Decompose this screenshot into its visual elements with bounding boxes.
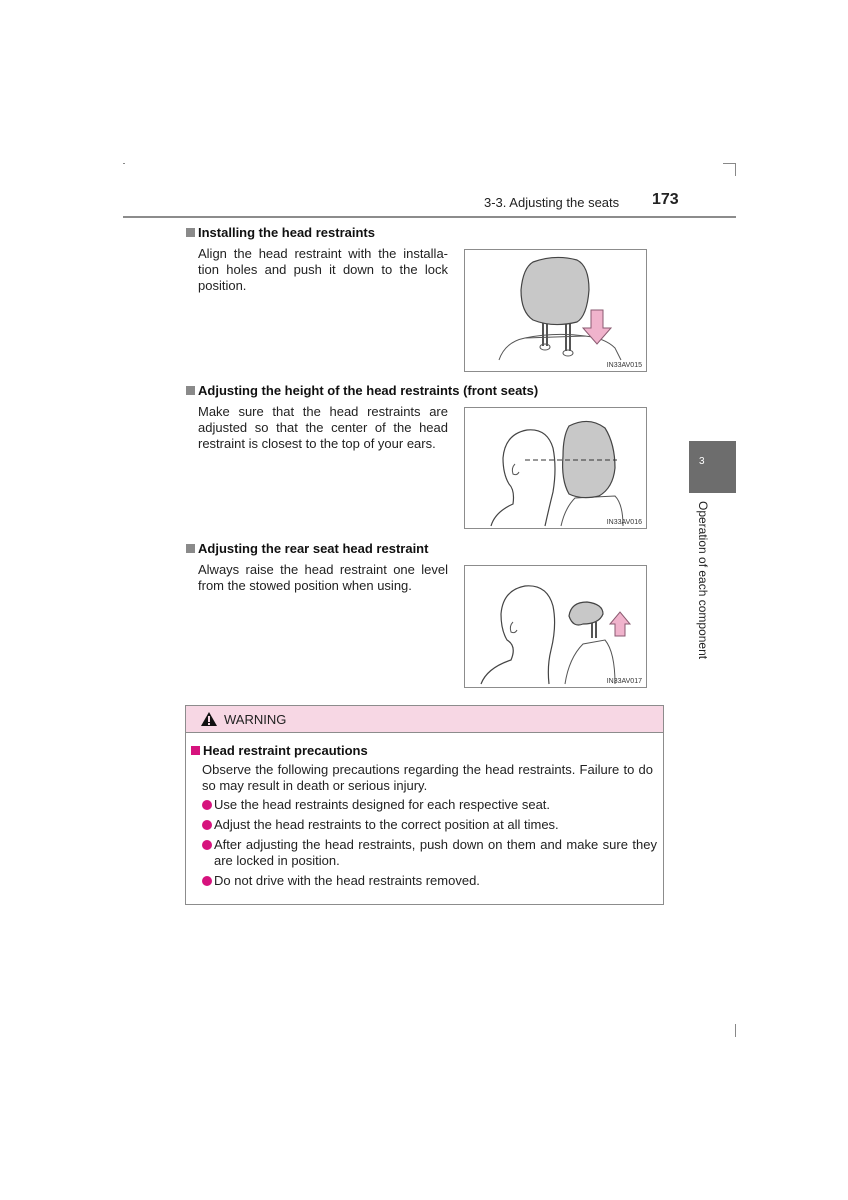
warning-box (185, 705, 664, 905)
warning-intro: Observe the following precautions regarding the head restraints. Failure to do so may result in death or serious injury. (202, 762, 653, 793)
figure-installing (464, 249, 647, 372)
figure-code: IN33AV015 (606, 362, 642, 369)
square-bullet-icon (191, 746, 200, 755)
crop-mark (735, 163, 736, 176)
section-title-height: Adjusting the height of the head restraints (front seats) (186, 383, 538, 398)
bullet-dot-icon (202, 800, 212, 810)
chapter-tab (689, 441, 736, 493)
warning-item: Do not drive with the head restraints removed. (202, 873, 657, 889)
crop-mark (123, 163, 125, 164)
bullet-dot-icon (202, 820, 212, 830)
section-header: 3-3. Adjusting the seats (484, 195, 620, 210)
figure-code: IN33AV017 (606, 678, 642, 685)
warning-item: Use the head restraints designed for each respective seat. (202, 797, 657, 813)
head-height-illustration (465, 408, 646, 528)
square-bullet-icon (186, 228, 195, 237)
bullet-dot-icon (202, 876, 212, 886)
headrest-install-illustration (465, 250, 646, 371)
figure-rear (464, 565, 647, 688)
section-title-rear: Adjusting the rear seat head restraint (186, 541, 428, 556)
warning-item: After adjusting the head restraints, push down on them and make sure they are locked in position. (202, 837, 657, 869)
chapter-label-container (690, 501, 720, 671)
chapter-number: 3 (699, 456, 705, 467)
page-number: 173 (652, 191, 679, 208)
figure-code: IN33AV016 (606, 519, 642, 526)
crop-mark (735, 1024, 736, 1037)
section-text-height: Make sure that the head restraints are adjusted so that the center of the head restraint is closest to the top of your ears. (198, 404, 448, 451)
square-bullet-icon (186, 386, 195, 395)
figure-height (464, 407, 647, 529)
warning-triangle-icon (200, 711, 218, 727)
header-rule (123, 216, 736, 218)
section-text-rear: Always raise the head restraint one level from the stowed position when using. (198, 562, 448, 593)
rear-headrest-illustration (465, 566, 646, 687)
warning-item: Adjust the head restraints to the correct position at all times. (202, 817, 657, 833)
warning-header (186, 706, 663, 733)
warning-title: Head restraint precautions (191, 743, 368, 758)
bullet-dot-icon (202, 840, 212, 850)
square-bullet-icon (186, 544, 195, 553)
section-text-installing: Align the head restraint with the installa-tion holes and push it down to the lock position. (198, 246, 448, 293)
warning-label: WARNING (224, 712, 287, 727)
chapter-label: Operation of each component (696, 501, 710, 660)
section-title-installing: Installing the head restraints (186, 225, 375, 240)
